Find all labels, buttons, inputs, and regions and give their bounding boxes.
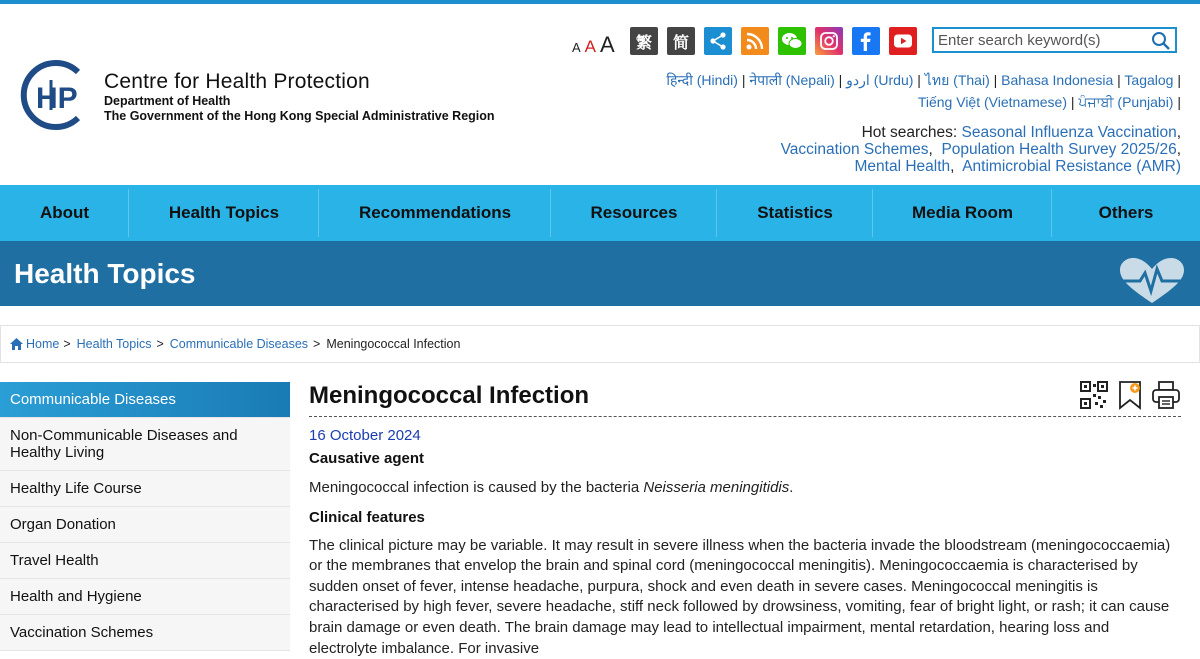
bookmark-icon[interactable]: [1117, 380, 1143, 410]
page-actions: [1079, 380, 1181, 410]
main-content: [309, 382, 1181, 659]
paragraph-causative-agent: [309, 478, 1181, 499]
page-title: Meningococcal Infection: [309, 382, 590, 409]
hot-search-link[interactable]: Vaccination Schemes: [780, 141, 929, 158]
top-accent-bar: [0, 0, 1200, 4]
lang-punjabi[interactable]: ਪੰਜਾਬੀ (Punjabi): [1078, 94, 1174, 110]
breadcrumb: Home > Health Topics > Communicable Diseases > Meningococcal Infection: [0, 325, 1200, 363]
breadcrumb-communicable-diseases[interactable]: Communicable Diseases: [169, 337, 309, 351]
hot-search-link[interactable]: Seasonal Influenza Vaccination: [961, 124, 1177, 141]
nav-about[interactable]: About: [0, 185, 129, 241]
breadcrumb-home[interactable]: Home: [26, 337, 60, 351]
svg-text:HP: HP: [36, 82, 78, 115]
lang-urdu[interactable]: اردو (Urdu): [846, 72, 914, 88]
main-nav: [0, 185, 1200, 241]
sidebar-item-vaccination-schemes[interactable]: Vaccination Schemes: [0, 615, 290, 651]
hot-search-link[interactable]: Population Health Survey 2025/26: [941, 141, 1177, 158]
search-icon[interactable]: [1151, 31, 1171, 51]
search-input[interactable]: [934, 29, 1144, 51]
logo-department: Department of Health: [104, 94, 231, 108]
sidebar-item-travel-health[interactable]: Travel Health: [0, 543, 290, 579]
font-size-medium[interactable]: A: [584, 37, 597, 56]
lang-vietnamese[interactable]: Tiếng Việt (Vietnamese): [917, 94, 1067, 110]
chp-logo-icon: [20, 58, 94, 132]
heart-pulse-icon: [1118, 257, 1186, 305]
wechat-icon[interactable]: [778, 27, 806, 55]
hot-search-link[interactable]: Mental Health: [854, 158, 951, 175]
nav-recommendations[interactable]: Recommendations: [319, 185, 551, 241]
font-size-small[interactable]: A: [572, 40, 581, 55]
publish-date: 16 October 2024: [309, 427, 421, 444]
language-links: हिन्दी (Hindi) | नेपाली (Nepali) | اردو (Urdu) | ไทย (Thai) | Bahasa Indonesia | Tagalog | Tiếng Việt (Vietnamese) | ਪੰਜਾਬੀ (Punjabi) |: [666, 72, 1181, 110]
lang-indonesian[interactable]: Bahasa Indonesia: [1001, 72, 1114, 88]
hot-searches-label: Hot searches:: [861, 124, 958, 141]
lang-thai[interactable]: ไทย (Thai): [924, 72, 990, 88]
nav-statistics[interactable]: Statistics: [717, 185, 873, 241]
tool-icons: [630, 27, 917, 55]
logo-government: The Government of the Hong Kong Special Administrative Region: [104, 109, 495, 123]
simplified-chinese-button[interactable]: 简: [667, 27, 695, 55]
share-icon[interactable]: [704, 27, 732, 55]
instagram-icon[interactable]: [815, 27, 843, 55]
sidebar-item-healthy-life-course[interactable]: Healthy Life Course: [0, 471, 290, 507]
lang-hindi[interactable]: हिन्दी (Hindi): [666, 72, 738, 88]
sidebar-item-non-communicable-diseases[interactable]: Non-Communicable Diseases and Healthy Living: [0, 418, 290, 471]
traditional-chinese-button[interactable]: 繁: [630, 27, 658, 55]
youtube-icon[interactable]: [889, 27, 917, 55]
lang-nepali[interactable]: नेपाली (Nepali): [749, 72, 835, 88]
paragraph-text: Meningococcal infection is caused by the bacteria: [309, 479, 644, 496]
nav-health-topics[interactable]: Health Topics: [129, 185, 319, 241]
section-banner: [0, 241, 1200, 306]
nav-media-room[interactable]: Media Room: [873, 185, 1052, 241]
hot-searches: Hot searches: Seasonal Influenza Vaccination, Vaccination Schemes, Population Health Survey 2025/26, Mental Health, Antimicrobial Resistance (AMR): [780, 124, 1181, 175]
title-row: [309, 382, 1181, 417]
font-size-large[interactable]: A: [600, 32, 615, 57]
print-icon[interactable]: [1151, 380, 1181, 410]
rss-icon[interactable]: [741, 27, 769, 55]
breadcrumb-current: Meningococcal Infection: [326, 337, 461, 351]
logo-title: Centre for Health Protection: [104, 70, 370, 93]
chp-logo[interactable]: [20, 58, 520, 138]
lang-tagalog[interactable]: Tagalog: [1124, 72, 1174, 88]
species-name: Neisseria meningitidis: [643, 479, 790, 496]
breadcrumb-health-topics[interactable]: Health Topics: [76, 337, 152, 351]
paragraph-text: .: [789, 479, 794, 496]
heading-clinical-features: Clinical features: [309, 508, 425, 526]
paragraph-clinical-features: The clinical picture may be variable. It may result in severe illness when the bacteria invade the bloodstream (meningococcaemia) or the membranes that envelop the brain and spinal cord (meningococcal meningitis). Meningococcaemia is characterised by sudden onset of fever, intense headache, purpura, shock and even death in severe cases. Meningococcal meningitis is characterised by high fever, severe headache, stiff neck followed by drowsiness, vomiting, fear of bright light, or rash; it can cause brain damage or even death. The brain damage may lead to intellectual impairment, mental retardation, hearing loss and electrolyte imbalance. For invasive: [309, 536, 1171, 657]
search-box: [932, 27, 1177, 53]
sidebar-item-communicable-diseases[interactable]: Communicable Diseases: [0, 382, 290, 418]
facebook-icon[interactable]: [852, 27, 880, 55]
nav-others[interactable]: Others: [1098, 203, 1154, 222]
sidebar-item-organ-donation[interactable]: Organ Donation: [0, 507, 290, 543]
hot-search-link[interactable]: Antimicrobial Resistance (AMR): [962, 158, 1181, 175]
home-icon: [10, 338, 23, 350]
sidebar: [0, 382, 290, 651]
sidebar-item-health-and-hygiene[interactable]: Health and Hygiene: [0, 579, 290, 615]
heading-causative-agent: Causative agent: [309, 450, 425, 467]
qr-code-icon[interactable]: [1079, 380, 1109, 410]
banner-title: Health Topics: [14, 258, 196, 289]
nav-resources[interactable]: Resources: [551, 185, 717, 241]
font-size-controls: [572, 32, 615, 58]
